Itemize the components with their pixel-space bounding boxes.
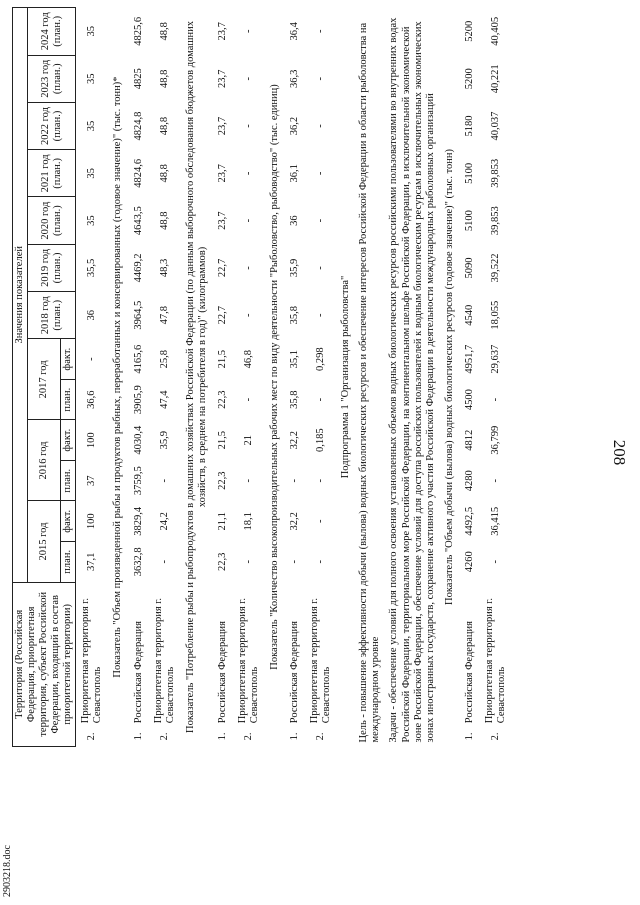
value-cell: - [315, 29, 327, 34]
value-cell: 40,405 [489, 16, 501, 46]
year-2017-header: 2017 год [28, 339, 61, 420]
value-cell: 3829,4 [132, 506, 144, 536]
value-cell: 48,8 [158, 116, 170, 136]
value-cell: 23,7 [216, 164, 228, 183]
heading-text: Показатель "Объем произведенной рыбы и продуктов рыбных, переработанных и консервированных (годовое значение)" (тыс. тонн)* [112, 76, 124, 678]
row-index: 1. [463, 732, 475, 741]
year-2020-header: 2020 год (план.) [28, 197, 76, 244]
indicator-heading [265, 8, 285, 747]
plan-header: план. [61, 460, 76, 501]
row-territory: Российская Федерация [216, 621, 228, 724]
value-cell: 39,522 [489, 253, 501, 283]
value-cell: 22,7 [216, 258, 228, 278]
row-territory: Приоритетная территория г. Севастополь [236, 597, 260, 724]
value-cell: 48,8 [158, 164, 170, 183]
value-cell: 21 [242, 434, 254, 446]
table-row [460, 8, 480, 747]
value-cell: 25,8 [158, 349, 170, 369]
territory-header: Территория (Российская Федерация, приоритетная территория, субъект Российской Федерации, входящий в состав приоритетной территории) [13, 582, 76, 746]
value-cell: 22,7 [216, 306, 228, 325]
year-2018-header: 2018 год (план.) [28, 292, 76, 339]
row-territory: Приоритетная территория г. Севастополь [152, 597, 176, 724]
value-cell: 4825,6 [132, 16, 144, 46]
value-cell: - [489, 478, 501, 483]
plan-header: план. [61, 379, 76, 420]
row-territory: Приоритетная территория г. Севастополь [309, 597, 333, 724]
table-row [480, 8, 512, 747]
table-row [76, 8, 109, 747]
value-cell: - [489, 560, 501, 564]
value-cell: 48,8 [158, 211, 170, 230]
value-cell: 36 [289, 215, 301, 226]
value-cell: - [315, 478, 327, 483]
value-cell: 22,3 [216, 552, 228, 571]
row-territory: Приоритетная территория г. Севастополь [483, 597, 507, 724]
indicator-heading [108, 8, 128, 747]
value-cell: 35,9 [158, 431, 170, 450]
value-cell: 4540 [463, 304, 475, 326]
table-row [285, 8, 305, 747]
value-cell: - [289, 478, 301, 483]
year-2015-header: 2015 год [28, 501, 61, 582]
year-2024-header: 2024 год (план.) [28, 8, 76, 56]
subprogram-heading [337, 8, 355, 747]
heading-text: Цель - повышение эффективности добычи (вылова) водных биологических ресурсов и обеспечение интересов Российской Федерации в области рыболовства на международном уровне [358, 22, 382, 743]
value-cell: - [86, 357, 98, 361]
value-cell: 35 [86, 168, 98, 179]
heading-text: Показатель "Объем добычи (вылова) водных биологических ресурсов (годовое значение)" (тыс. тонн) [443, 148, 455, 606]
value-cell: - [158, 560, 170, 564]
value-cell: 4824,6 [132, 158, 144, 188]
value-cell: 4951,7 [463, 344, 475, 374]
value-cell: - [242, 77, 254, 81]
value-cell: - [315, 218, 327, 223]
row-territory: Российская Федерация [289, 621, 301, 724]
file-name: 2903218.doc [2, 845, 13, 897]
value-cell: - [315, 313, 327, 317]
value-cell: 46,8 [242, 349, 254, 369]
value-cell: - [315, 124, 327, 128]
value-cell: - [158, 478, 170, 483]
value-cell: - [242, 560, 254, 564]
value-cell: 39,853 [489, 206, 501, 236]
row-index: 2. [489, 732, 501, 741]
value-cell: 37,1 [86, 552, 98, 571]
value-cell: 35 [86, 26, 98, 37]
row-index: 2. [315, 732, 327, 741]
value-cell: 4260 [463, 551, 475, 573]
value-cell: 18,1 [242, 512, 254, 531]
row-index: 2. [86, 732, 98, 741]
value-cell: 35,8 [289, 390, 301, 409]
value-cell: 23,7 [216, 211, 228, 230]
table-row [213, 8, 233, 747]
value-cell: 5100 [463, 162, 475, 184]
indicator-heading [440, 8, 460, 747]
value-cell: 36,6 [86, 390, 98, 409]
value-cell: - [489, 397, 501, 402]
value-cell: 3759,5 [132, 466, 144, 496]
value-cell: 23,7 [216, 116, 228, 136]
value-cell: 4812 [463, 429, 475, 451]
value-cell: - [242, 478, 254, 483]
value-cell: 4165,6 [132, 344, 144, 374]
value-cell: 48,8 [158, 69, 170, 88]
value-cell: 0,298 [315, 347, 327, 371]
heading-text: Показатель "Количество высокопроизводительных рабочих мест по виду деятельности "Рыболовство, рыбоводство" (тыс. единиц) [269, 84, 280, 670]
goal-text [355, 8, 385, 747]
value-cell: 35 [86, 215, 98, 226]
indicator-heading [181, 8, 213, 747]
values-header: Значения показателей [13, 8, 28, 583]
value-cell: 39,853 [489, 158, 501, 188]
value-cell: - [315, 266, 327, 270]
value-cell: 35,5 [86, 258, 98, 278]
value-cell: - [242, 397, 254, 402]
indicators-table [12, 7, 512, 747]
value-cell: 35 [86, 120, 98, 132]
table-row [233, 8, 265, 747]
heading-text: Показатель "Потребление рыбы и рыбопродуктов в домашних хозяйствах Российской Федерации (по данным выборочного обследования бюджетов домашних хозяйств, в среднем на потребителя в год)" (килограммов) [184, 21, 208, 733]
table-row [129, 8, 149, 747]
value-cell: 4469,2 [132, 253, 144, 283]
value-cell: 4030,4 [132, 425, 144, 455]
value-cell: 5100 [463, 210, 475, 232]
heading-text: Задачи - обеспечение условий для полного освоения установленных объемов водных биологических ресурсов российскими пользователями во внутренних водах Российской Федерации, территориальном море Российской Федерации, на континентальном шельфе Российской Федерации, в исключительной экономической зоне Российской Федерации, обеспечение условий для доступа российских пользователей к водным биологическим ресурсам в исключительных экономических зонах иностранных государств, сохранение активного участия Российской Федерации в деятельности международных рыболовных организаций [388, 17, 436, 743]
value-cell: 4825 [132, 68, 144, 90]
value-cell: 22,3 [216, 471, 228, 490]
value-cell: 4824,8 [132, 111, 144, 141]
value-cell: 47,8 [158, 306, 170, 325]
value-cell: 23,7 [216, 69, 228, 88]
value-cell: 18,055 [489, 300, 501, 330]
value-cell: 3905,9 [132, 385, 144, 415]
value-cell: 35,9 [289, 258, 301, 278]
year-2016-header: 2016 год [28, 420, 61, 501]
value-cell: 100 [86, 513, 98, 530]
table-body [76, 8, 512, 747]
year-2022-header: 2022 год (план.) [28, 102, 76, 149]
value-cell: - [242, 218, 254, 223]
value-cell: 36,1 [289, 164, 301, 183]
value-cell: 35,1 [289, 349, 301, 369]
year-2021-header: 2021 год (план.) [28, 150, 76, 197]
value-cell: - [242, 171, 254, 176]
value-cell: 4500 [463, 389, 475, 411]
value-cell: 35 [86, 73, 98, 84]
row-index: 1. [132, 732, 144, 741]
value-cell: 4492,5 [463, 506, 475, 536]
value-cell: 32,2 [289, 431, 301, 450]
value-cell: - [315, 560, 327, 564]
fact-header: факт. [61, 339, 76, 380]
value-cell: 47,4 [158, 390, 170, 409]
value-cell: - [242, 313, 254, 317]
value-cell: 5090 [463, 257, 475, 279]
value-cell: 4643,5 [132, 206, 144, 236]
value-cell: 4280 [463, 470, 475, 492]
table-row [149, 8, 181, 747]
fact-header: факт. [61, 501, 76, 542]
row-index: 1. [289, 732, 301, 741]
table-row [305, 8, 337, 747]
value-cell: - [242, 29, 254, 34]
row-territory: Российская Федерация [132, 621, 144, 724]
value-cell: 48,8 [158, 22, 170, 41]
value-cell: 21,5 [216, 349, 228, 369]
value-cell: - [315, 77, 327, 81]
value-cell: 36,799 [489, 425, 501, 455]
year-2019-header: 2019 год (план.) [28, 244, 76, 291]
value-cell: 3632,8 [132, 547, 144, 577]
heading-text: Подпрограмма 1 "Организация рыболовства" [340, 275, 352, 479]
value-cell: - [315, 519, 327, 524]
value-cell: 22,3 [216, 390, 228, 409]
value-cell: 3964,5 [132, 300, 144, 330]
row-territory: Приоритетная территория г. Севастополь [80, 597, 104, 724]
value-cell: 40,037 [489, 111, 501, 141]
value-cell: 37 [86, 475, 98, 486]
row-index: 2. [158, 732, 170, 741]
value-cell: 29,637 [489, 344, 501, 374]
goal-text [385, 8, 439, 747]
value-cell: 0,185 [315, 428, 327, 453]
value-cell: 36 [86, 309, 98, 321]
value-cell: 5200 [463, 20, 475, 42]
year-2023-header: 2023 год (план.) [28, 55, 76, 102]
value-cell: 40,221 [489, 64, 501, 94]
value-cell: 35,8 [289, 306, 301, 325]
row-territory: Российская Федерация [463, 621, 475, 724]
value-cell: 21,1 [216, 512, 228, 531]
row-index: 2. [242, 732, 254, 741]
value-cell: 36,415 [489, 506, 501, 536]
fact-header: факт. [61, 420, 76, 461]
value-cell: - [242, 266, 254, 270]
value-cell: - [289, 560, 301, 564]
value-cell: - [315, 171, 327, 176]
value-cell: - [315, 397, 327, 402]
value-cell: 5180 [463, 115, 475, 137]
page-number: 208 [610, 439, 629, 466]
value-cell: 36,3 [289, 69, 301, 88]
value-cell: - [242, 124, 254, 128]
plan-header: план. [61, 542, 76, 583]
row-index: 1. [216, 732, 228, 741]
value-cell: 32,2 [289, 512, 301, 531]
value-cell: 36,4 [289, 22, 301, 41]
value-cell: 36,2 [289, 116, 301, 136]
value-cell: 21,5 [216, 431, 228, 450]
value-cell: 48,3 [158, 258, 170, 278]
value-cell: 100 [86, 432, 98, 449]
value-cell: 5200 [463, 68, 475, 90]
value-cell: 24,2 [158, 512, 170, 531]
value-cell: 23,7 [216, 22, 228, 41]
